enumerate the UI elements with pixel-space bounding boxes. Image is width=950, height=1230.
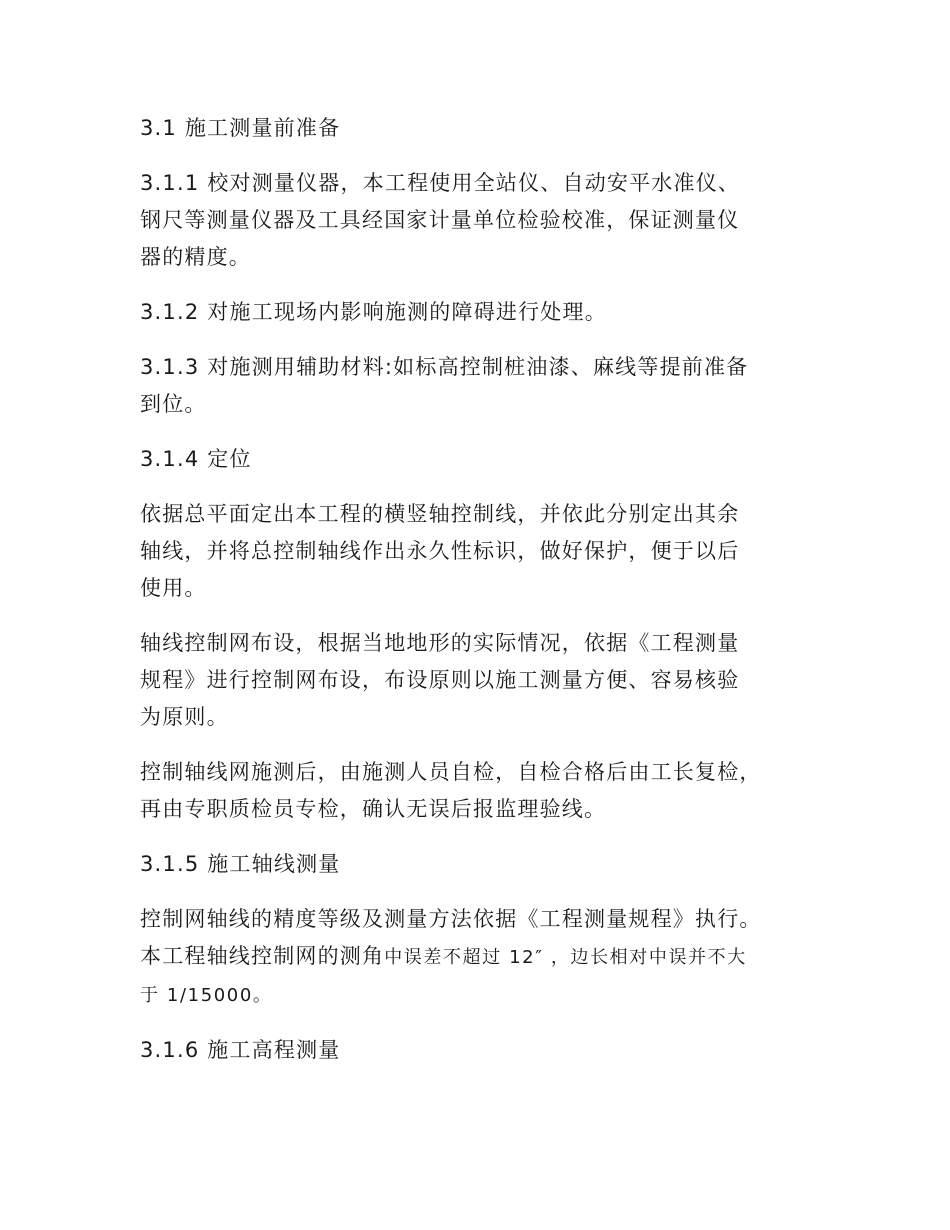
paragraph-3-1-1: 3.1.1 校对测量仪器，本工程使用全站仪、自动安平水准仪、 钢尺等测量仪器及工具经国家计量单位检验校准，保证测量仪 器的精度。: [140, 171, 741, 269]
axis-precision-tolerance-text: 中误差不超过 12″ ，边长相对中误并不大 于 1/15000。: [140, 947, 747, 1006]
section-heading-3-1-6: 3.1.6 施工高程测量: [140, 1038, 341, 1062]
section-heading-3-1-5: 3.1.5 施工轴线测量: [140, 852, 341, 876]
paragraph-control-network-inspection: 控制轴线网施测后，由施测人员自检，自检合格后由工长复检， 再由专职质检员专检，确认无误后报监理验线。: [140, 760, 762, 821]
section-heading-3-1-4: 3.1.4 定位: [140, 447, 252, 471]
axis-precision-text: 控制网轴线的精度等级及测量方法依据《工程测量规程》执行。 本工程轴线控制网的测角: [140, 907, 762, 968]
paragraph-axis-precision: [140, 901, 830, 1014]
paragraph-control-network-layout: 轴线控制网布设，根据当地地形的实际情况，依据《工程测量 规程》进行控制网布设，布设原则以施工测量方便、容易核验 为原则。: [140, 631, 740, 729]
paragraph-positioning: 依据总平面定出本工程的横竖轴控制线，并依此分别定出其余 轴线，并将总控制轴线作出永久性标识，做好保护，便于以后 使用。: [140, 502, 740, 600]
paragraph-3-1-2: 3.1.2 对施工现场内影响施测的障碍进行处理。: [140, 300, 607, 324]
paragraph-3-1-3: 3.1.3 对施测用辅助材料:如标高控制桩油漆、麻线等提前准备 到位。: [140, 355, 749, 416]
document-page: [140, 110, 830, 1087]
section-heading-3-1: 3.1 施工测量前准备: [140, 116, 341, 140]
